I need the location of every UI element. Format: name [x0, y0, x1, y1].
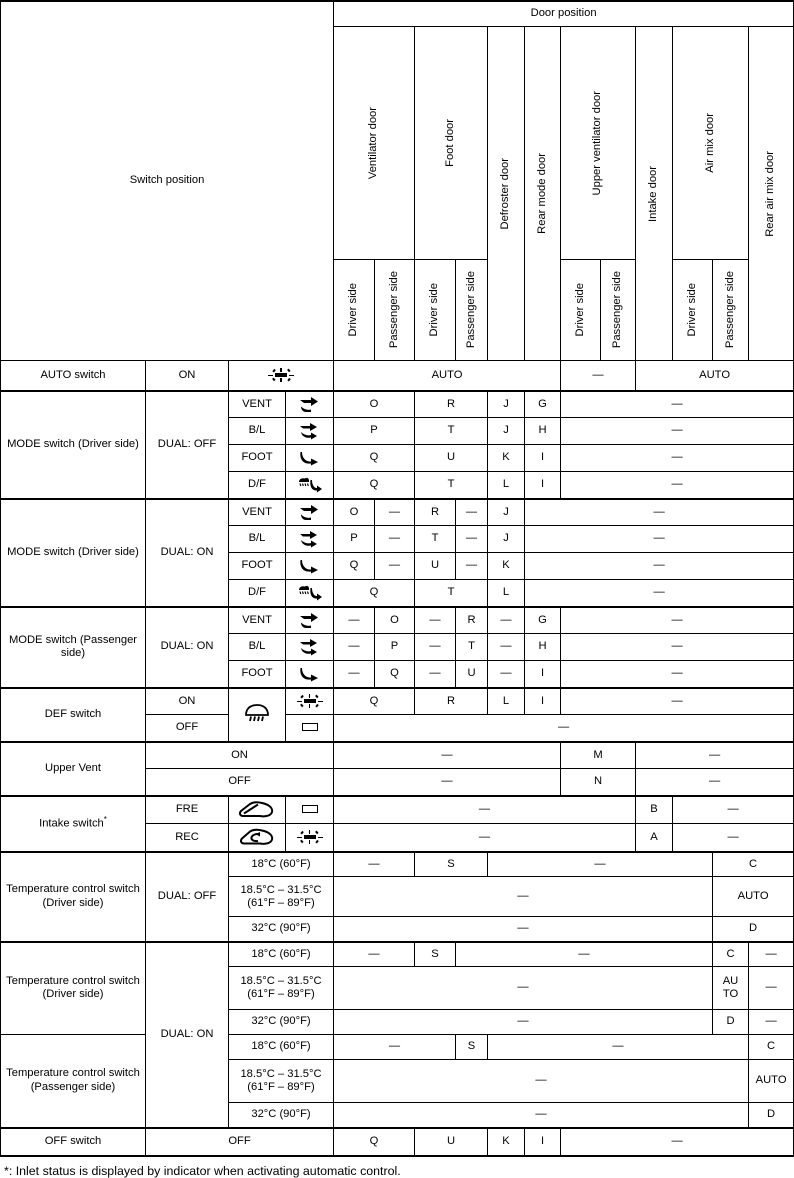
- colgroup-foot-door: Foot door: [415, 27, 488, 260]
- cell-mdo-vent-foot: R: [415, 391, 488, 418]
- colsub-foot-passenger: Passenger side: [456, 260, 488, 361]
- cell-tdo-18-airmix-driver: C: [713, 852, 794, 877]
- mode-label-df: D/F: [229, 580, 286, 607]
- cell-mdo-bl-defroster: J: [488, 418, 525, 445]
- colgroup-air-mix-door: Air mix door: [673, 27, 749, 260]
- cell-mdo-bl-ventilator: P: [334, 418, 415, 445]
- row-label-mode-passenger-dual-on: MODE switch (Passenger side): [1, 607, 146, 688]
- cell-mdo-foot-defroster: K: [488, 445, 525, 472]
- mode-label-bl: B/L: [229, 526, 286, 553]
- row-label-temp-driver-dual-off: Temperature control switch (Driver side): [1, 852, 146, 942]
- cell-mpn-foot-rest: —: [561, 661, 794, 688]
- cell-mdn-foot-rest: —: [525, 553, 794, 580]
- row-label-mode-driver-dual-off: MODE switch (Driver side): [1, 391, 146, 499]
- row-label-temp-passenger-dual-on: Temperature control switch (Passenger side): [1, 1035, 146, 1128]
- cell-mpn-foot-foot-driver: —: [415, 661, 456, 688]
- cell-mpn-vent-rest: —: [561, 607, 794, 634]
- cell-uv-on-uppervent: M: [561, 742, 636, 769]
- defroster-icon: [229, 688, 286, 742]
- cell-mpn-bl-vent-driver: —: [334, 634, 375, 661]
- cell-auto-intake-airmix: AUTO: [636, 361, 794, 391]
- cell-mdo-foot-ventilator: Q: [334, 445, 415, 472]
- cell-mdn-foot-vent-pass: —: [375, 553, 415, 580]
- bilevel-mode-icon: [286, 634, 334, 661]
- row-label-off-switch: OFF switch: [1, 1128, 146, 1156]
- cell-mdn-bl-defroster: J: [488, 526, 525, 553]
- state-dual-on-mode-passenger: DUAL: ON: [146, 607, 229, 688]
- corner-label: Switch position: [1, 1, 334, 361]
- cell-def-on-defroster: L: [488, 688, 525, 715]
- cell-tpn-mid-main: —: [334, 1060, 749, 1103]
- temp-label-32c: 32°C (90°F): [229, 1103, 334, 1128]
- cell-mdn-vent-vent-driver: O: [334, 499, 375, 526]
- cell-mdo-df-rest: —: [561, 472, 794, 499]
- header-row-group: [1, 1, 794, 27]
- footnote-marker: *: [103, 815, 107, 825]
- state-upper-vent-off: OFF: [146, 769, 334, 796]
- defrost-foot-mode-icon: [286, 580, 334, 607]
- cell-tdo-32-airmix-driver: D: [713, 917, 794, 942]
- colgroup-rear-mode-door: Rear mode door: [525, 27, 561, 361]
- cell-uv-on-rest: —: [636, 742, 794, 769]
- recirculate-icon: [229, 824, 286, 852]
- cell-mpn-vent-vent-driver: —: [334, 607, 375, 634]
- cell-tdn-18-rest: —: [749, 942, 794, 967]
- cell-mpn-foot-vent-driver: —: [334, 661, 375, 688]
- cell-tdn-18-airmix-driver: C: [713, 942, 749, 967]
- mode-label-vent: VENT: [229, 499, 286, 526]
- row-temp-pass-on-18: [1, 1035, 794, 1060]
- cell-mpn-bl-foot-driver: —: [415, 634, 456, 661]
- indicator-lit-icon: [229, 361, 334, 391]
- cell-mpn-foot-vent-pass: Q: [375, 661, 415, 688]
- row-auto-switch: [1, 361, 794, 391]
- cell-off-defroster: K: [488, 1128, 525, 1156]
- cell-intake-fre-rest: —: [673, 796, 794, 824]
- cell-mpn-bl-vent-pass: P: [375, 634, 415, 661]
- cell-mdn-vent-vent-pass: —: [375, 499, 415, 526]
- cell-mdn-bl-vent-driver: P: [334, 526, 375, 553]
- cell-off-rest: —: [561, 1128, 794, 1156]
- cell-intake-fre-main: —: [334, 796, 636, 824]
- vent-mode-icon: [286, 391, 334, 418]
- row-mode-pass-on-vent: [1, 607, 794, 634]
- cell-mdn-bl-vent-pass: —: [375, 526, 415, 553]
- mode-label-foot: FOOT: [229, 661, 286, 688]
- temp-label-32c: 32°C (90°F): [229, 917, 334, 942]
- cell-tpn-32-airmix-pass: D: [749, 1103, 794, 1128]
- cell-mpn-vent-vent-pass: O: [375, 607, 415, 634]
- cell-mdn-bl-foot-driver: T: [415, 526, 456, 553]
- cell-mdn-df-defroster: L: [488, 580, 525, 607]
- colgroup-intake-door: Intake door: [636, 27, 673, 361]
- row-temp-driver-off-18: [1, 852, 794, 877]
- temp-label-mid-range: 18.5°C – 31.5°C (61°F – 89°F): [229, 877, 334, 917]
- cell-auto-uppervent: —: [561, 361, 636, 391]
- cell-mpn-bl-foot-pass: T: [456, 634, 488, 661]
- colsub-foot-driver: Driver side: [415, 260, 456, 361]
- cell-mpn-vent-foot-driver: —: [415, 607, 456, 634]
- temp-label-mid-range: 18.5°C – 31.5°C (61°F – 89°F): [229, 1060, 334, 1103]
- state-upper-vent-on: ON: [146, 742, 334, 769]
- mode-label-bl: B/L: [229, 418, 286, 445]
- cell-mdo-bl-rest: —: [561, 418, 794, 445]
- mode-label-vent: VENT: [229, 607, 286, 634]
- cell-mpn-foot-defroster: —: [488, 661, 525, 688]
- row-mode-driver-off-vent: [1, 391, 794, 418]
- colsub-uppervent-driver: Driver side: [561, 260, 601, 361]
- cell-intake-rec-rest: —: [673, 824, 794, 852]
- cell-off-ventilator: Q: [334, 1128, 415, 1156]
- cell-mdo-df-defroster: L: [488, 472, 525, 499]
- colsub-ventilator-driver: Driver side: [334, 260, 375, 361]
- state-off-switch: OFF: [146, 1128, 334, 1156]
- cell-uv-on-main: —: [334, 742, 561, 769]
- cell-intake-rec-main: —: [334, 824, 636, 852]
- cell-tpn-18-airmix-pass: C: [749, 1035, 794, 1060]
- colsub-airmix-passenger: Passenger side: [713, 260, 749, 361]
- row-label-intake-switch: [1, 796, 146, 852]
- cell-tdo-32-main: —: [334, 917, 713, 942]
- state-dual-off-mode-driver: DUAL: OFF: [146, 391, 229, 499]
- colsub-airmix-driver: Driver side: [673, 260, 713, 361]
- cell-mdo-df-ventilator: Q: [334, 472, 415, 499]
- row-label-temp-driver-dual-on: Temperature control switch (Driver side): [1, 942, 146, 1035]
- cell-mdo-df-rearmode: I: [525, 472, 561, 499]
- cell-off-foot: U: [415, 1128, 488, 1156]
- colgroup-rear-air-mix-door: Rear air mix door: [749, 27, 794, 361]
- colsub-ventilator-passenger: Passenger side: [375, 260, 415, 361]
- cell-mpn-bl-defroster: —: [488, 634, 525, 661]
- cell-mdo-bl-rearmode: H: [525, 418, 561, 445]
- cell-mdn-bl-rest: —: [525, 526, 794, 553]
- colgroup-defroster-door: Defroster door: [488, 27, 525, 361]
- cell-tdo-mid-main: —: [334, 877, 713, 917]
- cell-mdo-foot-rearmode: I: [525, 445, 561, 472]
- cell-mpn-bl-rest: —: [561, 634, 794, 661]
- cell-mdo-vent-ventilator: O: [334, 391, 415, 418]
- cell-mpn-foot-foot-pass: U: [456, 661, 488, 688]
- mode-label-foot: FOOT: [229, 445, 286, 472]
- indicator-unlit-icon: [286, 715, 334, 742]
- intake-switch-label: Intake switch: [39, 818, 104, 831]
- row-temp-driver-on-18: [1, 942, 794, 967]
- cell-mpn-vent-defroster: —: [488, 607, 525, 634]
- cell-def-on-ventilator: Q: [334, 688, 415, 715]
- cell-mdn-foot-foot-pass: —: [456, 553, 488, 580]
- cell-mdo-foot-rest: —: [561, 445, 794, 472]
- row-intake-fre: [1, 796, 794, 824]
- bilevel-mode-icon: [286, 418, 334, 445]
- colgroup-ventilator-door: Ventilator door: [334, 27, 415, 260]
- cell-tdn-18-ventilator: —: [334, 942, 415, 967]
- cell-mdn-vent-foot-pass: —: [456, 499, 488, 526]
- cell-mdo-bl-foot: T: [415, 418, 488, 445]
- mode-label-vent: VENT: [229, 391, 286, 418]
- row-mode-driver-on-vent: [1, 499, 794, 526]
- cell-tdn-32-rest: —: [749, 1010, 794, 1035]
- cell-tdn-18-foot-driver: S: [415, 942, 456, 967]
- cell-def-off-all: —: [334, 715, 794, 742]
- cell-tdn-32-airmix-driver: D: [713, 1010, 749, 1035]
- cell-tdo-18-ventilator: —: [334, 852, 415, 877]
- temp-label-32c: 32°C (90°F): [229, 1010, 334, 1035]
- cell-mpn-foot-rearmode: I: [525, 661, 561, 688]
- cell-mdn-vent-foot-driver: R: [415, 499, 456, 526]
- cell-tdo-18-foot: S: [415, 852, 488, 877]
- cell-mdn-df-ventilator: Q: [334, 580, 415, 607]
- indicator-lit-icon: [286, 824, 334, 852]
- cell-mdn-bl-foot-pass: —: [456, 526, 488, 553]
- cell-mpn-vent-foot-pass: R: [456, 607, 488, 634]
- state-def-on: ON: [146, 688, 229, 715]
- row-label-mode-driver-dual-on: MODE switch (Driver side): [1, 499, 146, 607]
- colsub-uppervent-passenger: Passenger side: [601, 260, 636, 361]
- state-auto-on: ON: [146, 361, 229, 391]
- row-off-switch: [1, 1128, 794, 1156]
- fresh-air-icon: [229, 796, 286, 824]
- state-dual-off-temp-driver: DUAL: OFF: [146, 852, 229, 942]
- state-def-off: OFF: [146, 715, 229, 742]
- row-label-upper-vent: Upper Vent: [1, 742, 146, 796]
- cell-mdn-df-foot: T: [415, 580, 488, 607]
- cell-tdn-mid-airmix-driver: AU TO: [713, 967, 749, 1010]
- row-def-switch-on: [1, 688, 794, 715]
- group-header-door-position: Door position: [334, 1, 794, 27]
- cell-mdn-foot-vent-driver: Q: [334, 553, 375, 580]
- temp-label-18c: 18°C (60°F): [229, 1035, 334, 1060]
- cell-uv-off-rest: —: [636, 769, 794, 796]
- cell-mpn-vent-rearmode: G: [525, 607, 561, 634]
- cell-intake-rec-intake: A: [636, 824, 673, 852]
- indicator-unlit-icon: [286, 796, 334, 824]
- cell-auto-main: AUTO: [334, 361, 561, 391]
- cell-def-on-rearmode: I: [525, 688, 561, 715]
- cell-intake-fre-intake: B: [636, 796, 673, 824]
- cell-tpn-mid-airmix: AUTO: [749, 1060, 794, 1103]
- temp-label-18c: 18°C (60°F): [229, 852, 334, 877]
- cell-tdn-mid-main: —: [334, 967, 713, 1010]
- cell-uv-off-uppervent: N: [561, 769, 636, 796]
- defrost-foot-mode-icon: [286, 472, 334, 499]
- colgroup-upper-ventilator-door: Upper ventilator door: [561, 27, 636, 260]
- foot-mode-icon: [286, 553, 334, 580]
- mode-label-foot: FOOT: [229, 553, 286, 580]
- mode-label-df: D/F: [229, 472, 286, 499]
- cell-mdo-vent-rearmode: G: [525, 391, 561, 418]
- cell-off-rearmode: I: [525, 1128, 561, 1156]
- cell-tdn-mid-rest: —: [749, 967, 794, 1010]
- cell-mdn-df-rest: —: [525, 580, 794, 607]
- state-intake-fre: FRE: [146, 796, 229, 824]
- cell-def-on-rest: —: [561, 688, 794, 715]
- cell-tdn-32-main: —: [334, 1010, 713, 1035]
- temp-label-18c: 18°C (60°F): [229, 942, 334, 967]
- bilevel-mode-icon: [286, 526, 334, 553]
- state-intake-rec: REC: [146, 824, 229, 852]
- cell-mdn-vent-rest: —: [525, 499, 794, 526]
- cell-mdn-foot-defroster: K: [488, 553, 525, 580]
- vent-mode-icon: [286, 607, 334, 634]
- cell-tpn-18-left: —: [334, 1035, 456, 1060]
- cell-tpn-32-main: —: [334, 1103, 749, 1128]
- cell-mdn-vent-defroster: J: [488, 499, 525, 526]
- cell-mdo-df-foot: T: [415, 472, 488, 499]
- indicator-lit-icon: [286, 688, 334, 715]
- cell-mpn-bl-rearmode: H: [525, 634, 561, 661]
- cell-tpn-18-foot-pass: S: [456, 1035, 488, 1060]
- state-dual-on-mode-driver: DUAL: ON: [146, 499, 229, 607]
- state-dual-on-temp: DUAL: ON: [146, 942, 229, 1128]
- cell-tpn-18-mid: —: [488, 1035, 749, 1060]
- row-upper-vent-on: [1, 742, 794, 769]
- cell-mdo-foot-foot: U: [415, 445, 488, 472]
- cell-tdn-18-mid: —: [456, 942, 713, 967]
- foot-mode-icon: [286, 661, 334, 688]
- vent-mode-icon: [286, 499, 334, 526]
- cell-mdo-vent-defroster: J: [488, 391, 525, 418]
- footnote-text: *: Inlet status is displayed by indicator when activating automatic control.: [4, 1163, 401, 1178]
- cell-tdo-mid-airmix: AUTO: [713, 877, 794, 917]
- cell-uv-off-main: —: [334, 769, 561, 796]
- cell-mdn-foot-foot-driver: U: [415, 553, 456, 580]
- temp-label-mid-range: 18.5°C – 31.5°C (61°F – 89°F): [229, 967, 334, 1010]
- row-label-auto-switch: AUTO switch: [1, 361, 146, 391]
- mode-label-bl: B/L: [229, 634, 286, 661]
- cell-def-on-foot: R: [415, 688, 488, 715]
- cell-tdo-18-mid: —: [488, 852, 713, 877]
- cell-mdo-vent-rest: —: [561, 391, 794, 418]
- foot-mode-icon: [286, 445, 334, 472]
- row-label-def-switch: DEF switch: [1, 688, 146, 742]
